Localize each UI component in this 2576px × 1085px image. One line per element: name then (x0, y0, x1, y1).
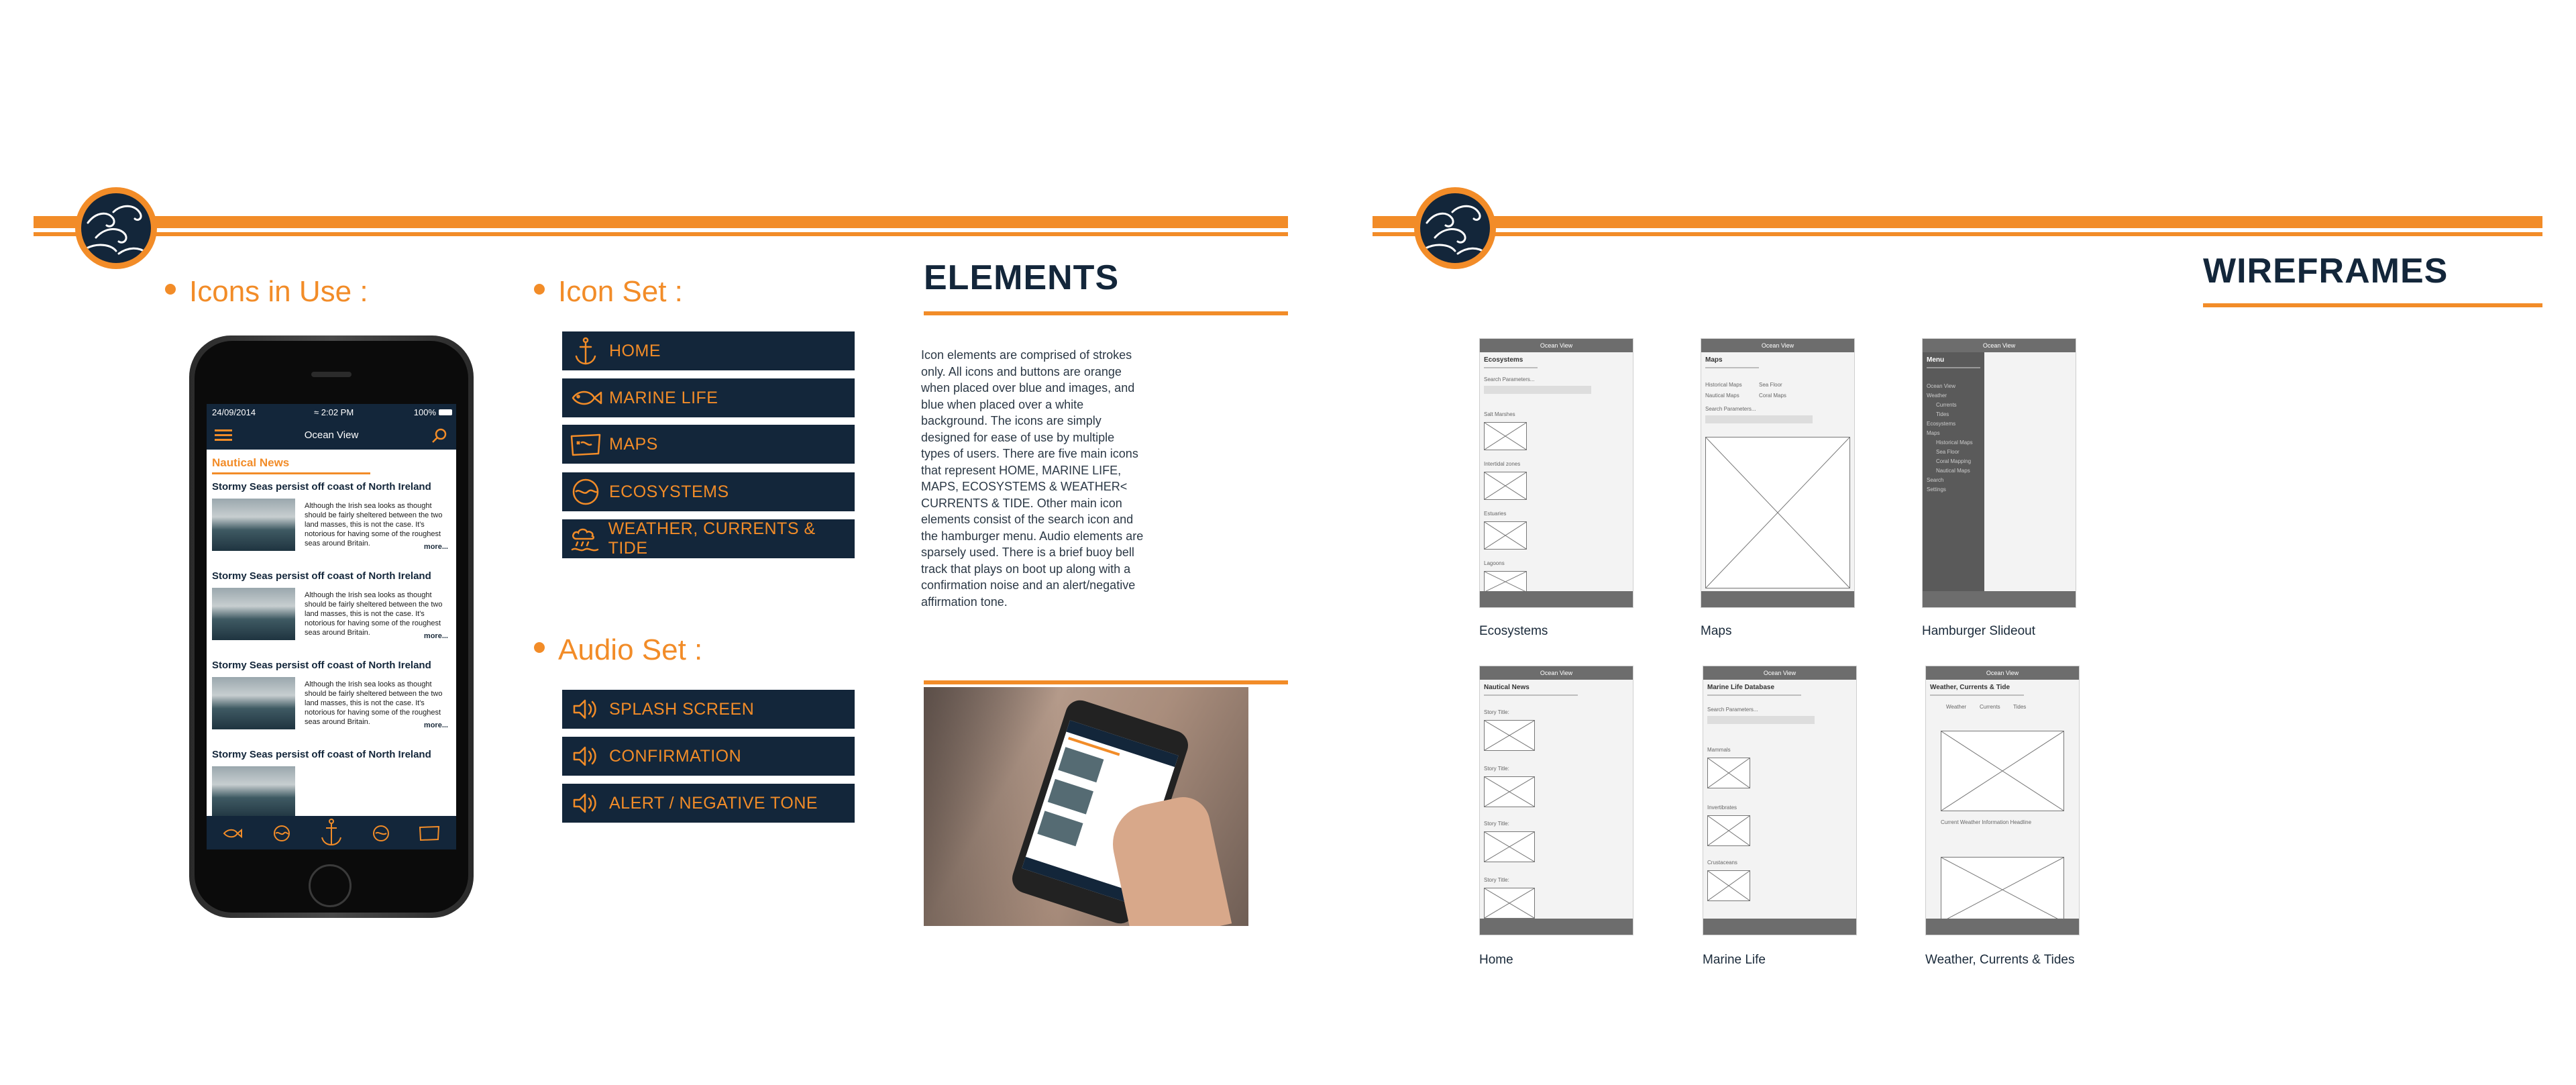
logo-wave-icon (1414, 187, 1496, 269)
search-icon[interactable] (431, 427, 448, 448)
news-article[interactable]: Stormy Seas persist off coast of North Ireland (212, 749, 451, 760)
icon-set-heading: Icon Set : (534, 275, 683, 309)
bottom-tab-bar (207, 816, 456, 849)
status-bar: 24/09/2014 ≈ 2:02 PM 100% (207, 404, 456, 421)
more-link[interactable]: more... (423, 632, 448, 640)
article-image (212, 499, 295, 551)
wireframes-title: WIREFRAMES (2203, 252, 2449, 291)
home-button[interactable] (309, 864, 352, 907)
more-link[interactable]: more... (423, 543, 448, 551)
wireframe-maps: Ocean View Maps Historical Maps Nautical Maps Sea Floor Coral Maps Search Parameters... (1701, 338, 1855, 608)
wireframes-rule (2203, 303, 2542, 307)
logo-wave-icon (75, 187, 157, 269)
placeholder-image-icon (1485, 832, 1534, 862)
placeholder-image-icon (1706, 437, 1849, 588)
placeholder-image-icon (1708, 871, 1750, 900)
app-bar (207, 421, 456, 450)
placeholder-image-icon (1485, 777, 1534, 807)
icon-set-maps: MAPS (562, 425, 855, 464)
placeholder-image-icon (1485, 423, 1526, 450)
phone-screen (207, 404, 456, 849)
article-image (212, 588, 295, 640)
hand-holding-phone-photo (924, 687, 1248, 926)
placeholder-image-icon (1485, 572, 1526, 592)
audio-splash-screen: SPLASH SCREEN (562, 690, 855, 729)
placeholder-image-icon (1485, 472, 1526, 499)
icon-set-home: HOME (562, 331, 855, 370)
section-title: Nautical News (212, 456, 290, 469)
wireframe-marine-life: Ocean View Marine Life Database Search Parameters... Mammals Invertibrates Crustaceans (1703, 666, 1857, 935)
placeholder-image-icon (1708, 816, 1750, 845)
wireframe-home: Ocean View Nautical News Story Title: Story Title: Story Title: Story Title: (1479, 666, 1633, 935)
icon-set-marine-life: MARINE LIFE (562, 378, 855, 417)
news-article[interactable]: Stormy Seas persist off coast of North Ireland Although the Irish sea looks as thought should be fairly sheltered between the two land masses, this is not the case. It's notorious for having some of the roughest seas around Britain. more... (212, 660, 448, 729)
icon-set-weather: WEATHER, CURRENTS & TIDE (562, 519, 855, 558)
speaker-icon (562, 784, 609, 823)
placeholder-image-icon (1708, 758, 1750, 788)
anchor-icon[interactable] (322, 819, 341, 845)
phone-mockup (189, 335, 474, 918)
ecosystem-icon[interactable] (274, 826, 289, 841)
anchor-icon (562, 331, 609, 370)
audio-confirmation: CONFIRMATION (562, 737, 855, 776)
placeholder-image-icon (1485, 522, 1526, 549)
photo-rule (924, 680, 1288, 684)
fish-icon[interactable] (224, 830, 241, 837)
weather-icon (562, 519, 608, 558)
news-article[interactable]: Stormy Seas persist off coast of North Ireland Although the Irish sea looks as thought should be fairly sheltered between the two land masses, this is not the case. It's notorious for having some of the roughest seas around Britain. more... (212, 570, 448, 640)
map-icon (562, 425, 609, 464)
audio-alert-negative-tone: ALERT / NEGATIVE TONE (562, 784, 855, 823)
article-image (212, 766, 295, 819)
fish-icon (562, 378, 609, 417)
speaker-icon (562, 737, 609, 776)
wireframe-caption-maps: Maps (1701, 624, 1732, 638)
wireframe-caption-marine-life: Marine Life (1703, 953, 1766, 967)
article-image (212, 677, 295, 729)
weather-icon[interactable] (374, 826, 388, 841)
wireframe-ecosystems: Ocean View Ecosystems Search Parameters... Salt Marshes Intertidal zones Estuaries Lagoons (1479, 338, 1633, 608)
wireframe-hamburger-slideout: Ocean View Menu Ocean View Weather Currents Tides Ecosystems Maps Historical Maps Sea Floor Coral Mapping Nautical Maps Search Settings (1922, 338, 2076, 608)
wireframe-caption-ecosystems: Ecosystems (1479, 624, 1548, 638)
placeholder-image-icon (1485, 888, 1534, 918)
elements-title: ELEMENTS (924, 258, 1120, 297)
header-band-right (1373, 216, 2542, 239)
ecosystem-icon (562, 472, 609, 511)
placeholder-image-icon (1485, 721, 1534, 750)
elements-paragraph: Icon elements are comprised of strokes only. All icons and buttons are orange when placed over blue and images, and blue when placed over a white background. The icons are simply designed for ease of use by multiple types of users. There are five main icons that represent HOME, MARINE LIFE, MAPS, ECOSYSTEMS & WEATHER< CURRENTS & TIDE. Other main icon elements consist of the search icon and the hamburger menu. Audio elements are sparsely used. There is a brief buoy bell track that plays on boot up along with a confirmation noise and an alert/negative affirmation tone. (921, 348, 1144, 609)
header-band-left (34, 216, 1288, 239)
app-title: Ocean View (304, 429, 359, 441)
speaker-icon (562, 690, 609, 729)
audio-set-heading: Audio Set : (534, 633, 702, 667)
icons-in-use-heading: Icons in Use : (165, 275, 368, 309)
wireframe-weather: Ocean View Weather, Currents & Tide Weather Currents Tides Current Weather Information Headline (1925, 666, 2080, 935)
wireframe-caption-hamburger: Hamburger Slideout (1922, 624, 2035, 638)
elements-rule (924, 311, 1288, 315)
icon-set-ecosystems: ECOSYSTEMS (562, 472, 855, 511)
map-icon[interactable] (420, 827, 439, 840)
placeholder-image-icon (1941, 858, 2063, 922)
more-link[interactable]: more... (423, 721, 448, 729)
news-article[interactable]: Stormy Seas persist off coast of North Ireland Although the Irish sea looks as thought should be fairly sheltered between the two land masses, this is not the case. It's notorious for having some of the roughest seas around Britain. more... (212, 481, 448, 551)
wireframe-caption-weather: Weather, Currents & Tides (1925, 953, 2075, 967)
wireframe-caption-home: Home (1479, 953, 1513, 967)
placeholder-image-icon (1941, 731, 2063, 811)
